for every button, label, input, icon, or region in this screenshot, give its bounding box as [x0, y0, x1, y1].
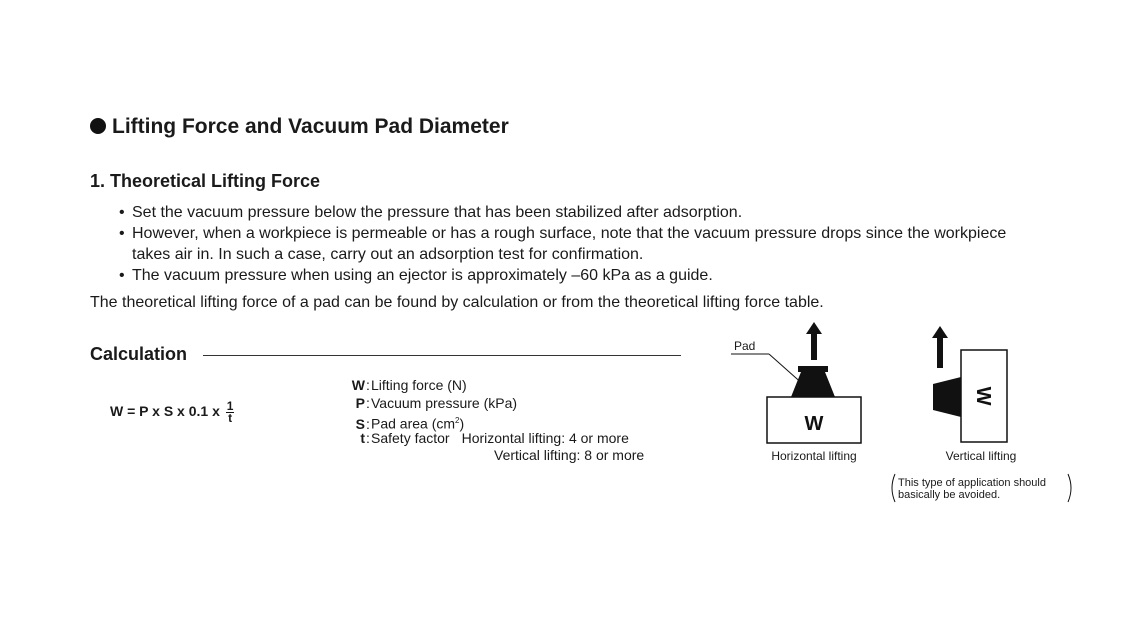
bullet-icon: •	[119, 204, 125, 221]
bullet-item: • The vacuum pressure when using an ejector is approximately –60 kPa as a guide.	[119, 267, 713, 284]
bullet-item: • Set the vacuum pressure below the pressure that has been stabilized after adsorption.	[119, 204, 743, 221]
definition-row: W:Lifting force (N)	[351, 377, 467, 393]
bullet-continuation: takes air in. In such a case, carry out an adsorption test for confirmation.	[132, 246, 644, 263]
note-left-paren	[892, 474, 895, 502]
vacuum-pad-shape	[791, 372, 835, 397]
vacuum-pad-shape	[933, 377, 961, 417]
bullet-dot-icon	[90, 118, 106, 134]
calculation-heading: Calculation	[90, 344, 188, 364]
vertical-caption: Vertical lifting	[945, 449, 1017, 463]
pad-label: Pad	[734, 339, 756, 353]
up-arrow-icon	[806, 322, 822, 360]
page-title: Lifting Force and Vacuum Pad Diameter	[90, 115, 509, 139]
up-arrow-icon	[932, 326, 948, 368]
definition-row: P:Vacuum pressure (kPa)	[355, 395, 518, 411]
note-line: basically be avoided.	[898, 489, 1001, 501]
note-line: This type of application should	[898, 477, 1046, 489]
lifting-force-formula: W = P x S x 0.1 x $\frac{1}{t}$	[110, 399, 234, 425]
note-right-paren	[1068, 474, 1071, 502]
horizontal-caption: Horizontal lifting	[771, 449, 857, 463]
pad-stem	[798, 366, 828, 372]
definition-continuation: Vertical lifting: 8 or more	[494, 447, 645, 463]
bullet-item: • However, when a workpiece is permeable or has a rough surface, note that the vacuum pressure drops since the workpiece	[119, 225, 1007, 242]
definition-row: S:Pad area $(cm^2)$	[355, 415, 465, 432]
intro-paragraph: The theoretical lifting force of a pad can be found by calculation or from the theoretical lifting force table.	[90, 294, 824, 311]
safety-fraction: $\frac{1}{t}$	[226, 399, 234, 425]
definition-row: t:Safety factor Horizontal lifting: 4 or more	[360, 430, 629, 446]
bullet-icon: •	[119, 267, 125, 284]
heading-rule	[203, 355, 681, 356]
weight-label-rotated: W	[972, 386, 994, 406]
weight-label: W	[804, 413, 824, 435]
bullet-icon: •	[119, 225, 125, 242]
section-heading: 1. Theoretical Lifting Force	[90, 171, 321, 191]
lifting-diagram	[725, 312, 1085, 512]
